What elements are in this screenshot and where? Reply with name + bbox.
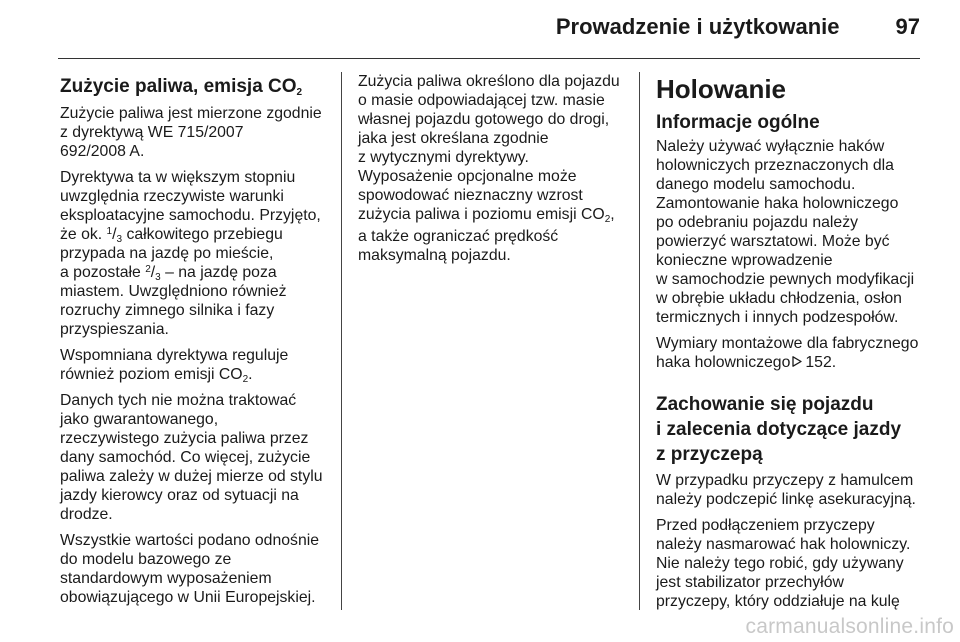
- running-header: [556, 14, 920, 40]
- column-divider-1: [341, 72, 342, 610]
- page-reference-link[interactable]: 152: [805, 354, 832, 371]
- paragraph-tow-hooks: Należy używać wyłącznie haków holowniczych przeznaczonych dla danego modelu samochodu. Zamontowanie haka holowniczego po odebraniu pojazdu należy powierzyć warsztatowi. Może być konieczne wprowadzenie w samochodzie pewnych modyfikacji w obrębie układu chłodzenia, osłon termicznych i innych podzespołów.: [656, 138, 915, 326]
- paragraph-not-guaranteed: Danych tych nie można traktować jako gwarantowanego, rzeczywistego zużycia paliwa przez dany samochód. Co więcej, zużycie paliwa zależy w dużej mierze od stylu jazdy kierowcy oraz od sytuacji na drodze.: [60, 392, 323, 523]
- paragraph-max-speed: a także ograniczać prędkość maksymalną pojazdu.: [358, 228, 559, 264]
- general-info-heading: Informacje ogólne: [656, 112, 820, 133]
- paragraph-grease-hook: Przed podłączeniem przyczepy należy nasmarować hak holowniczy. Nie należy tego robić, gdy używany jest stabilizator przechyłów przyczepy, który oddziałuje na kulę: [656, 517, 911, 610]
- paragraph-driving-conditions: Dyrektywa ta w większym stopniu uwzględnia rzeczywiste warunki eksploatacyjne samochodu. Przyjęto, że ok. $^1/_3$ całkowitego przebiegu przypada na jazdę po mieście, a pozostałe $^2/_3$ – na jazdę poza miastem. Uwzględniono również rozruchy zimnego silnika i fazy przyspieszania.: [60, 169, 321, 338]
- column-divider-2: [639, 72, 640, 610]
- page-number: 97: [895, 14, 920, 39]
- column-1: [60, 72, 332, 614]
- paragraph-base-model: Wszystkie wartości podano odnośnie do modelu bazowego ze standardowym wyposażeniem obowiązującego w Unii Europejskiej.: [60, 532, 320, 606]
- column-3: [656, 72, 946, 618]
- section-title: Prowadzenie i użytkowanie: [555, 14, 840, 39]
- towing-heading: Holowanie: [656, 74, 787, 104]
- paragraph-vehicle-mass: Zużycia paliwa określono dla pojazdu o masie odpowiadającej tzw. masie własnej pojazdu gotowego do drogi, jaka jest określana zgodnie z wytycznymi dyrektywy. Wyposażenie opcjonalne może spowodować nieznaczny wzrost zużycia paliwa i poziomu emisji $CO_2$,: [358, 73, 620, 225]
- column-2: [358, 72, 630, 272]
- page-reference-arrow-icon: [792, 353, 802, 372]
- paragraph-co2-regulation: Wspomniana dyrektywa reguluje również poziom emisji $CO_2$.: [60, 347, 289, 385]
- driving-with-trailer-heading: Zachowanie się pojazdu i zalecenia dotyczące jazdy z przyczepą: [656, 394, 902, 465]
- watermark: carmanualsonline.info: [745, 615, 954, 638]
- paragraph-safety-cable: W przypadku przyczepy z hamulcem należy podczepić linkę asekuracyjną.: [656, 472, 916, 508]
- paragraph-mounting-dimensions: Wymiary montażowe dla fabrycznego haka holowniczego 152.: [656, 335, 919, 371]
- header-rule: [58, 58, 920, 59]
- fuel-consumption-heading: Zużycie paliwa, emisja $CO_2$: [60, 76, 303, 98]
- paragraph-directive: Zużycie paliwa jest mierzone zgodnie z dyrektywą WE 715/2007 692/2008 A.: [60, 105, 322, 160]
